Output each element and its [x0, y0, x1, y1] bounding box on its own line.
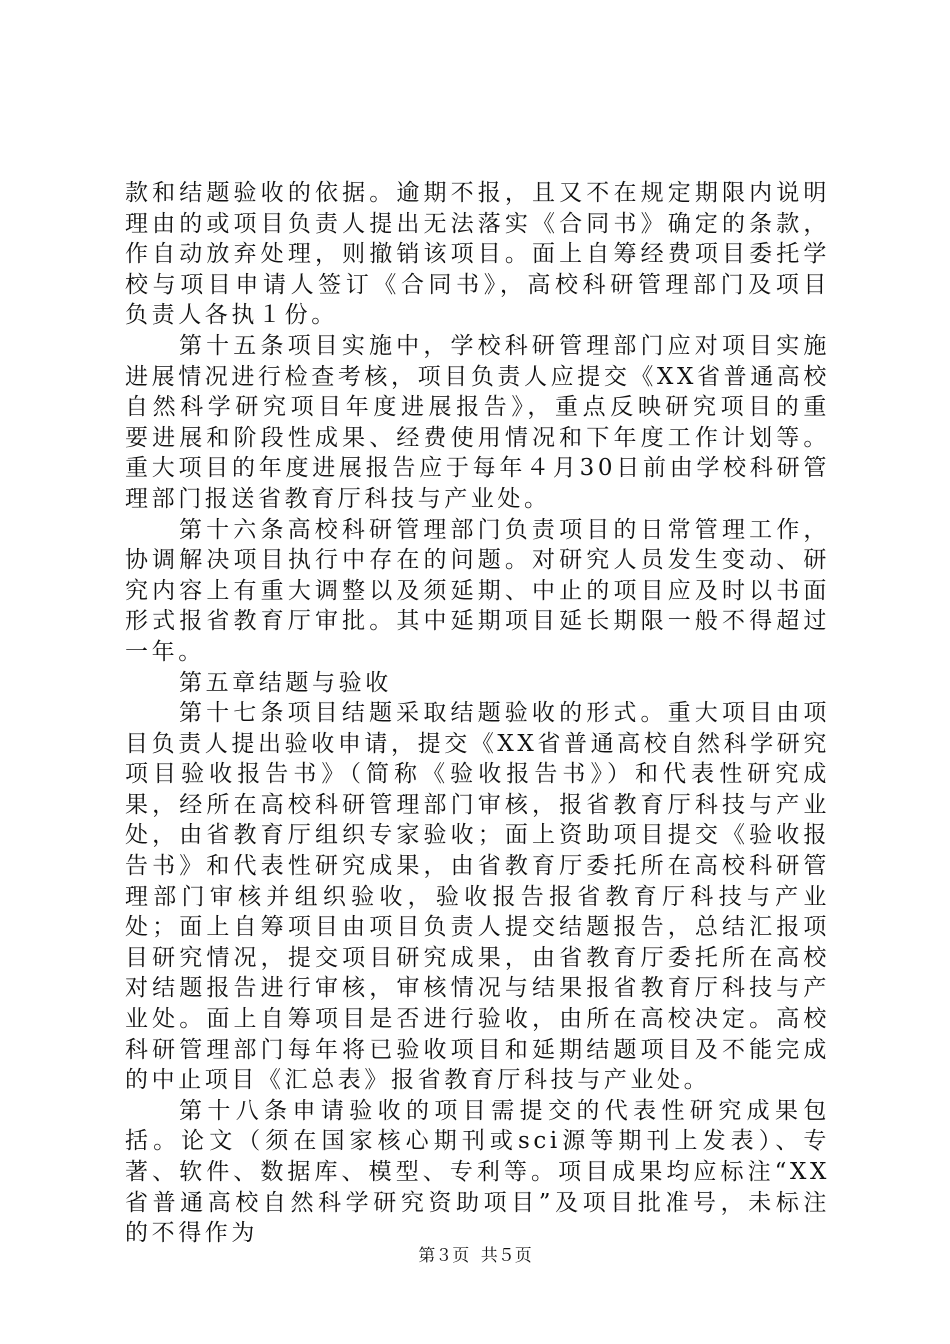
page-total: 共５页	[480, 1246, 532, 1266]
page-number: 第３页	[418, 1246, 470, 1266]
paragraph-continuation: 款和结题验收的依据。逾期不报，且又不在规定期限内说明理由的或项目负责人提出无法落实《合同书》确定的条款，作自动放弃处理，则撤销该项目。面上自筹经费项目委托学校与项目申请人签订《合同书》，高校科研管理部门及项目负责人各执１份。	[125, 180, 830, 329]
page-footer	[0, 1245, 950, 1267]
chapter-heading: 第五章结题与验收	[179, 669, 392, 696]
document-body	[125, 178, 830, 1249]
paragraph-article-17: 第十七条项目结题采取结题验收的形式。重大项目由项目负责人提出验收申请，提交《XX省普通高校自然科学研究项目验收报告书》（简称《验收报告书》）和代表性研究成果，经所在高校科研管理部门审核，报省教育厅科技与产业处，由省教育厅组织专家验收；面上资助项目提交《验收报告书》和代表性研究成果，由省教育厅委托所在高校科研管理部门审核并组织验收，验收报告报省教育厅科技与产业处；面上自筹项目由项目负责人提交结题报告，总结汇报项目研究情况，提交项目研究成果，由省教育厅委托所在高校对结题报告进行审核，审核情况与结果报省教育厅科技与产业处。面上自筹项目是否进行验收，由所在高校决定。高校科研管理部门每年将已验收项目和延期结题项目及不能完成的中止项目《汇总表》报省教育厅科技与产业处。	[125, 700, 830, 1094]
paragraph-article-15: 第十五条项目实施中，学校科研管理部门应对项目实施进展情况进行检查考核，项目负责人应提交《XX省普通高校自然科学研究项目年度进展报告》，重点反映研究项目的重要进展和阶段性成果、经费使用情况和下年度工作计划等。重大项目的年度进展报告应于每年４月30日前由学校科研管理部门报送省教育厅科技与产业处。	[125, 332, 830, 512]
paragraph-article-18: 第十八条申请验收的项目需提交的代表性研究成果包括。论文（须在国家核心期刊或sci源等期刊上发表）、专著、软件、数据库、模型、专利等。项目成果均应标注“XX省普通高校自然科学研究资助项目”及项目批准号，未标注的不得作为	[125, 1097, 830, 1247]
paragraph-article-16: 第十六条高校科研管理部门负责项目的日常管理工作，协调解决项目执行中存在的问题。对研究人员发生变动、研究内容上有重大调整以及须延期、中止的项目应及时以书面形式报省教育厅审批。其中延期项目延长期限一般不得超过一年。	[125, 516, 830, 665]
